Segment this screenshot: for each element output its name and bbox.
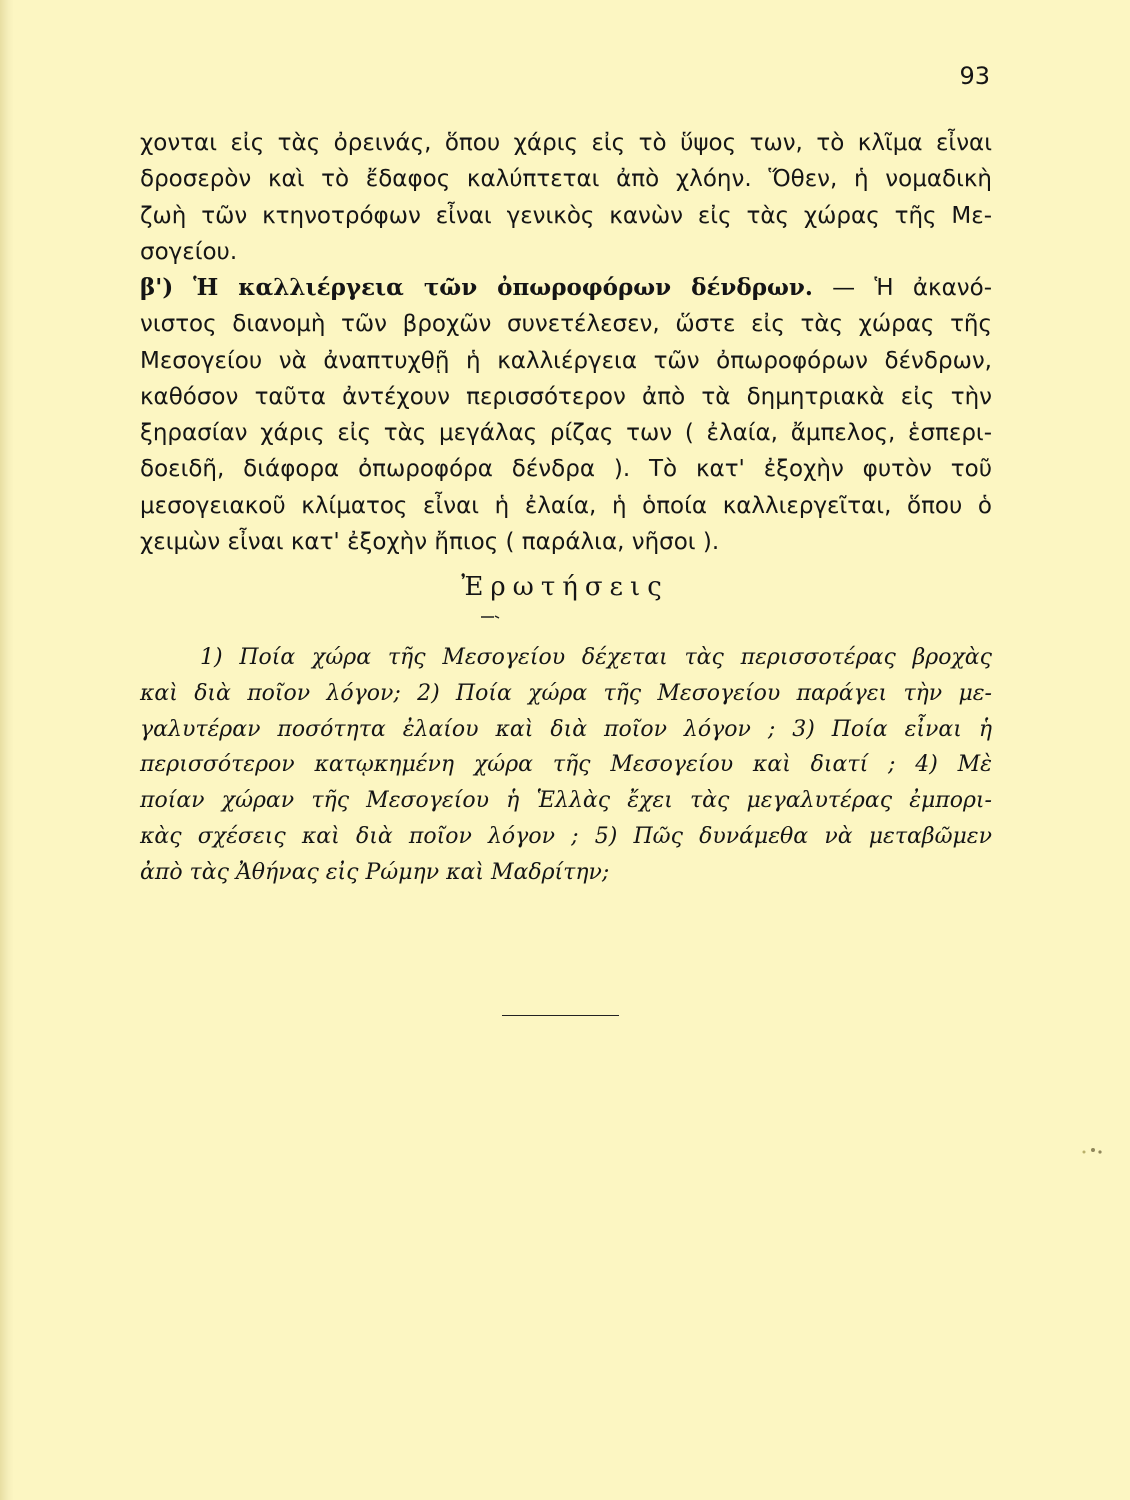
text-line: χονται εἰς τὰς ὀρεινάς, ὅπου χάρις εἰς τὸ ὕψος των, τὸ κλῖμα εἶναι: [140, 130, 992, 156]
text-line: χειμὼν εἶναι κατ' ἐξοχὴν ἤπιος ( παράλια, νῆσοι ).: [140, 529, 720, 556]
questions-block: [140, 640, 992, 891]
text-line: σογείου.: [140, 238, 238, 265]
questions-title: Ἐρωτήσεις: [461, 572, 669, 602]
text-line: ζωὴ τῶν κτηνοτρόφων εἶναι γενικὸς κανὼν εἰς τὰς χώρας τῆς Με-: [140, 202, 992, 229]
section-first-line-rest: — Ἡ ἀκανό-: [812, 275, 992, 301]
question-line: κὰς σχέσεις καὶ διὰ ποῖον λόγον ; 5) Πῶς δυνάμεθα νὰ μεταβῶμεν: [140, 823, 992, 849]
question-line: καὶ διὰ ποῖον λόγον; 2) Ποία χώρα τῆς Μεσογείου παράγει τὴν με-: [140, 680, 992, 706]
text-line: δοειδῆ, διάφορα ὀπωροφόρα δένδρα ). Τὸ κατ' ἐξοχὴν φυτὸν τοῦ: [140, 456, 992, 483]
question-line: περισσότερον κατῳκημένη χώρα τῆς Μεσογείου καὶ διατί ; 4) Μὲ: [140, 752, 992, 778]
text-line: δροσερὸν καὶ τὸ ἔδαφος καλύπτεται ἀπὸ χλόην. Ὅθεν, ἡ νομαδικὴ: [140, 166, 992, 193]
section-first-line: [140, 270, 992, 306]
ornament-dash: [480, 614, 500, 620]
section-b: [140, 270, 992, 560]
text-line: μεσογειακοῦ κλίματος εἶναι ἡ ἐλαία, ἡ ὁποία καλλιεργεῖται, ὅπου ὁ: [140, 492, 992, 519]
text-line: Μεσογείου νὰ ἀναπτυχθῇ ἡ καλλιέργεια τῶν ὀπωροφόρων δένδρων,: [140, 347, 992, 374]
text-line: ξηρασίαν χάρις εἰς τὰς μεγάλας ρίζας των ( ἐλαία, ἄμπελος, ἑσπερι-: [140, 420, 992, 447]
question-line: ἀπὸ τὰς Ἀθήνας εἰς Ρώμην καὶ Μαδρίτην;: [140, 859, 610, 885]
question-line: ποίαν χώραν τῆς Μεσογείου ἡ Ἑλλὰς ἔχει τὰς μεγαλυτέρας ἐμπορι-: [140, 788, 992, 814]
text-line: νιστος διανομὴ τῶν βροχῶν συνετέλεσεν, ὥστε εἰς τὰς χώρας τῆς: [140, 311, 992, 338]
question-line: γαλυτέραν ποσότητα ἐλαίου καὶ διὰ ποῖον λόγον ; 3) Ποία εἶναι ἡ: [140, 716, 992, 742]
question-line: 1) Ποία χώρα τῆς Μεσογείου δέχεται τὰς περισσοτέρας βροχὰς: [200, 645, 992, 670]
end-rule: [502, 1015, 619, 1016]
paragraph-1: [140, 125, 992, 270]
page-number: 93: [959, 62, 990, 90]
ink-speck: [1080, 1146, 1108, 1156]
section-heading: β') Ἡ καλλιέργεια τῶν ὀπωροφόρων δένδρων.: [140, 274, 813, 301]
text-line: καθόσον ταῦτα ἀντέχουν περισσότερον ἀπὸ τὰ δημητριακὰ εἰς τὴν: [140, 383, 992, 410]
page-edge: [0, 0, 14, 1500]
